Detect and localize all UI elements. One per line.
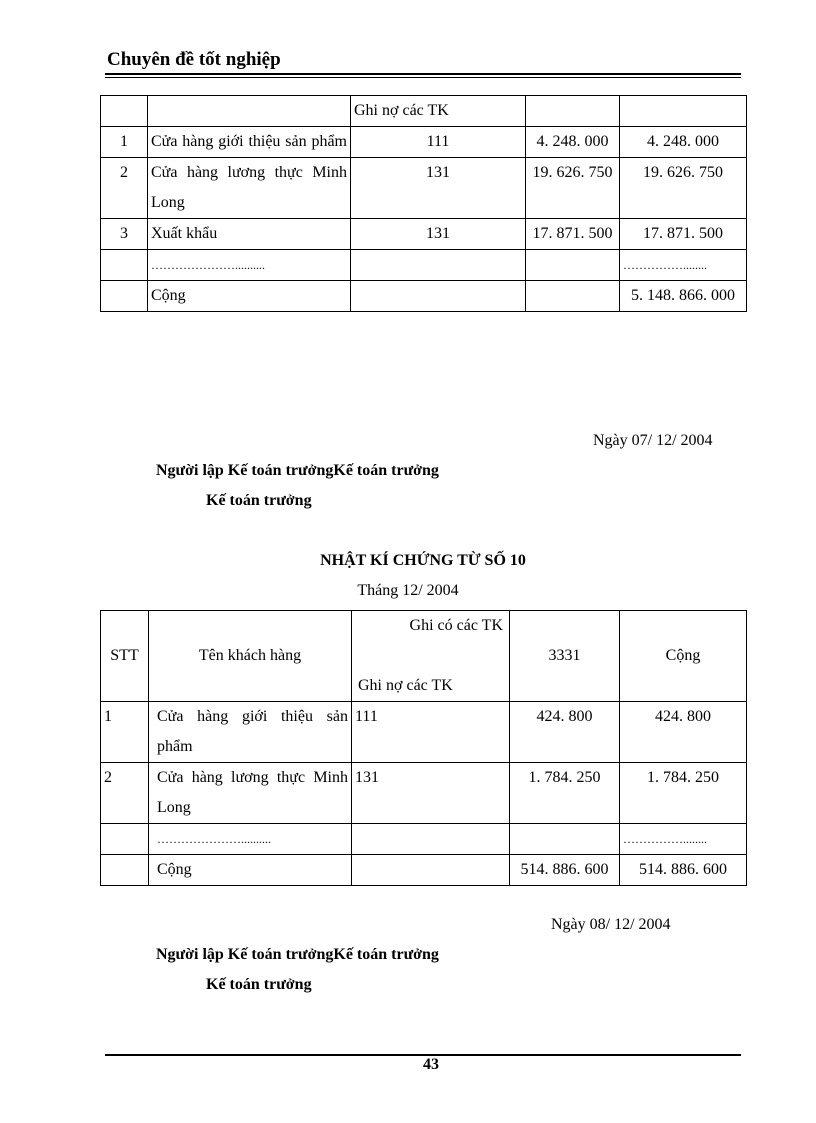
header-account-3331: 3331: [510, 611, 620, 702]
row-account: 131: [352, 763, 510, 824]
row-amount: [526, 281, 620, 312]
row-stt: 2: [101, 763, 149, 824]
row-total: 17. 871. 500: [620, 219, 747, 250]
table-header-row: [101, 611, 747, 702]
table-row: [101, 763, 747, 824]
row-amount: 1. 784. 250: [510, 763, 620, 824]
header-total: Cộng: [620, 611, 747, 702]
table-row: [101, 127, 747, 158]
row-customer-name: Cửa hàng giới thiệu sản phẩm: [148, 127, 351, 158]
row-account: [352, 855, 510, 886]
row-account: [351, 281, 526, 312]
table-row: [101, 824, 747, 855]
table-header-row: [101, 96, 747, 127]
date-line: Ngày 08/ 12/ 2004: [551, 916, 671, 933]
row-amount: 19. 626. 750: [526, 158, 620, 219]
row-amount: [510, 824, 620, 855]
header-debit-accounts: Ghi nợ các TK: [358, 677, 453, 694]
grand-total: 5. 148. 866. 000: [620, 281, 747, 312]
row-amount: [526, 250, 620, 281]
row-customer-name: Cửa hàng giới thiệu sản phẩm: [149, 702, 352, 763]
signer-chief-accountant: Kế toán trưởng: [206, 976, 312, 993]
row-total: 424. 800: [620, 702, 747, 763]
journal-table: [100, 610, 747, 886]
header-credit-accounts: Ghi có các TK: [409, 617, 503, 634]
journal-title: NHẬT KÍ CHỨNG TỪ SỐ 10: [320, 552, 526, 569]
header-stt: STT: [101, 611, 149, 702]
row-amount: 424. 800: [510, 702, 620, 763]
signers-line: Người lập Kế toán trưởngKế toán trưởng: [156, 462, 439, 479]
row-account: 131: [351, 158, 526, 219]
table-total-row: [101, 855, 747, 886]
row-customer-name: Cửa hàng lương thực Minh Long: [149, 763, 352, 824]
header-accounts-cell: [352, 611, 510, 702]
total-label: Cộng: [148, 281, 351, 312]
row-stt: [101, 250, 148, 281]
header-rule-thin: [105, 77, 741, 78]
row-account: 131: [351, 219, 526, 250]
row-stt: [101, 281, 148, 312]
row-account: 111: [352, 702, 510, 763]
row-amount: 514. 886. 600: [510, 855, 620, 886]
row-customer-name: Cửa hàng lương thực Minh Long: [148, 158, 351, 219]
signer-chief-accountant: Kế toán trưởng: [206, 492, 312, 509]
row-account: 111: [351, 127, 526, 158]
document-header-title: Chuyên đề tốt nghiệp: [107, 49, 281, 70]
row-stt: 2: [101, 158, 148, 219]
header-rule: [105, 73, 741, 75]
table-total-row: [101, 281, 747, 312]
journal-subtitle: Tháng 12/ 2004: [357, 582, 459, 599]
row-stt: 1: [101, 127, 148, 158]
row-ellipsis-total: ……………........: [620, 824, 747, 855]
row-total: 19. 626. 750: [620, 158, 747, 219]
row-ellipsis-total: ……………........: [620, 250, 747, 281]
grand-total: 514. 886. 600: [620, 855, 747, 886]
ledger-table-continued: [100, 95, 747, 312]
row-account: [352, 824, 510, 855]
row-amount: 17. 871. 500: [526, 219, 620, 250]
row-total: 4. 248. 000: [620, 127, 747, 158]
debit-accounts-header: Ghi nợ các TK: [351, 96, 526, 127]
table-cell: [526, 96, 620, 127]
table-cell: [148, 96, 351, 127]
row-customer-name: Xuất khẩu: [148, 219, 351, 250]
row-ellipsis: …………………..........: [149, 824, 352, 855]
table-row: [101, 219, 747, 250]
row-ellipsis: …………………..........: [148, 250, 351, 281]
total-label: Cộng: [149, 855, 352, 886]
date-line: Ngày 07/ 12/ 2004: [593, 432, 713, 449]
row-amount: 4. 248. 000: [526, 127, 620, 158]
table-row: [101, 702, 747, 763]
row-stt: [101, 824, 149, 855]
row-stt: 1: [101, 702, 149, 763]
table-row: [101, 250, 747, 281]
row-stt: 3: [101, 219, 148, 250]
signers-line: Người lập Kế toán trưởngKế toán trưởng: [156, 946, 439, 963]
table-cell: [101, 96, 148, 127]
page-number: 43: [423, 1056, 439, 1073]
table-cell: [620, 96, 747, 127]
table-row: [101, 158, 747, 219]
header-customer-name: Tên khách hàng: [149, 611, 352, 702]
row-account: [351, 250, 526, 281]
row-total: 1. 784. 250: [620, 763, 747, 824]
row-stt: [101, 855, 149, 886]
header-spacer: [352, 641, 509, 671]
